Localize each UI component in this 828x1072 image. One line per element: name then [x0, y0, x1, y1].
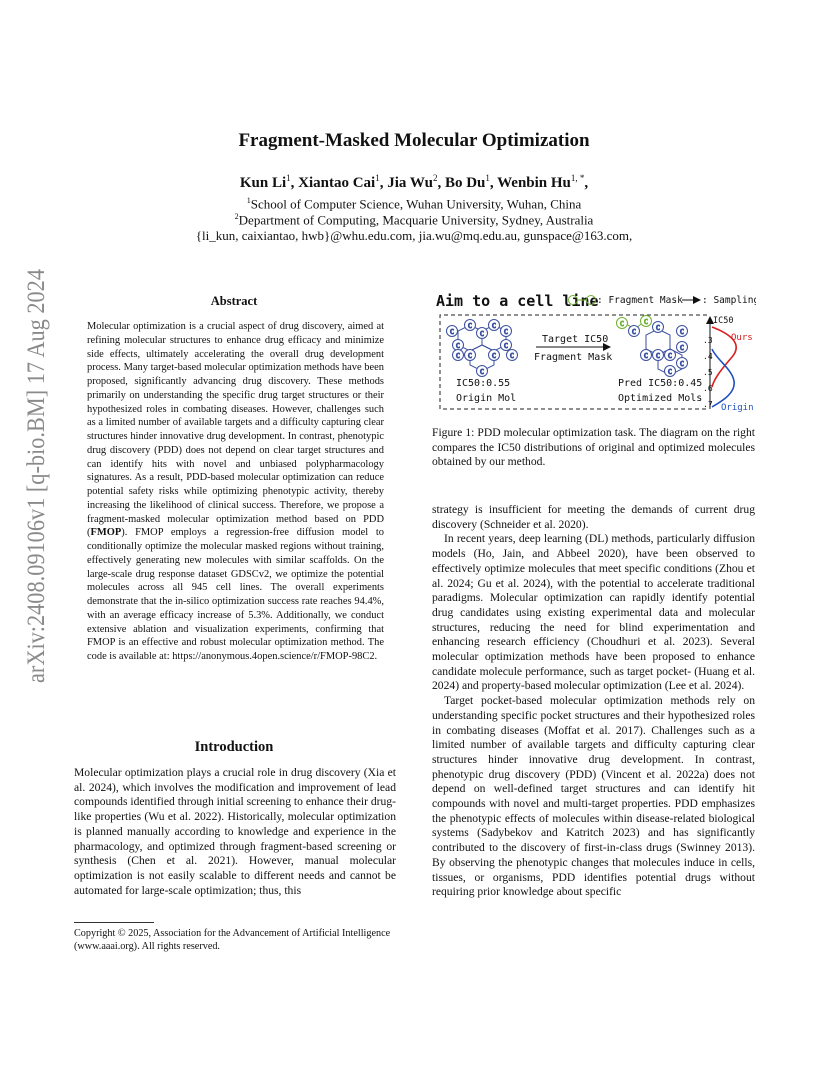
figure-1	[432, 287, 756, 412]
paragraph: strategy is insufficient for meeting the demands of current drug discovery (Schneider et al. 2020).	[432, 503, 755, 531]
author-name: Xiantao Cai	[298, 175, 376, 191]
atom-label: C	[679, 344, 685, 352]
atom-label: C	[491, 352, 497, 360]
paragraph: In recent years, deep learning (DL) methods, particularly diffusion models (Ho, Jain, and Abbeel 2020), have been observed to effectively optimize molecules that meet specific conditions (Zhou et al. 2024; Gu et al. 2024), with the potential to accelerate traditional paradigms. Molecular optimization can rapidly identify potential drug candidates using existing experimental data and molecular structures, reducing the need for blind experimentation and enhancing research efficiency (Choudhuri et al. 2023). Several molecular optimization methods have been proposed to enhance candidate molecule performance, such as target pocket- (Huang et al. 2024) and property-based molecular optimization (Lee et al. 2024).	[432, 532, 755, 693]
footnote-rule	[74, 922, 154, 923]
atom-label: C	[503, 328, 509, 336]
atom-label: C	[631, 328, 637, 336]
ours-label: Ours	[731, 333, 753, 343]
atom-label: C	[479, 330, 485, 338]
atom-label: C	[655, 324, 661, 332]
atom-label: C	[455, 352, 461, 360]
copyright-footnote: Copyright © 2025, Association for the Advancement of Artificial Intelligence (www.aaai.org). All rights reserved.	[74, 928, 391, 952]
author-name: Jia Wu	[387, 175, 433, 191]
axis-title: IC50	[713, 316, 734, 326]
author-list: Kun Li$^1$, Xiantao Cai$^1$, Jia Wu$^2$, Bo Du$^1$, Wenbin $Hu^{1, *}$,	[239, 173, 589, 191]
tick-label: .5	[703, 368, 713, 377]
figure-title: Aim to a cell line	[436, 292, 599, 310]
atom-label: C	[667, 368, 673, 376]
sampling-legend	[682, 295, 756, 306]
paragraph: Molecular optimization plays a crucial role in drug discovery (Xia et al. 2024), which involves the modification and improvement of lead compounds identified through initial screening to enhance their drug-like properties (Wu et al. 2022). Historically, molecular optimization is planned manually according to knowledge and experience in the pharmacology, and optimized through fragment-based screening or synthesis (Chen et al. 2021). However, manual molecular optimization is not easily scalable to different needs and cannot be automated for large-scale optimization; thus, this	[74, 766, 396, 897]
paper-title: Fragment-Masked Molecular Optimization	[238, 130, 590, 151]
origin-label: Origin Mol	[456, 393, 517, 404]
paragraph: Target pocket-based molecular optimization methods rely on understanding specific pocket structures and their hypothesized roles in combating diseases (Moffat et al. 2017). Challenges such as a limited number of available targets and difficulty capturing clear structures hinder innovative drug development. In contrast, phenotypic drug discovery (PDD) (Vincent et al. 2022a) does not depend on well-defined target structures and can identify hit compounds with novel and multi-target properties. PDD emphasizes the phenotypic effects of molecules within disease-related biological systems (Sadybekov and Katritch 2023) and has significantly contributed to the discovery of first-in-class drugs (Swinney 2013). By observing the phenotypic changes that molecules induce in cells, tissues, or organisms, PDD identifies potential drugs without requiring prior knowledge about specific	[432, 694, 755, 899]
atom-label: C	[655, 352, 661, 360]
affiliation-2: $^2$Department of Computing, Macquarie University, Sydney, Australia	[234, 212, 594, 228]
author-name: Wenbin Hu	[497, 175, 571, 191]
atom-label: C	[619, 320, 625, 328]
figure-caption: Figure 1: PDD molecular optimization task. The diagram on the right compares the IC50 distributions of original and optimized molecules obtained by our method.	[432, 426, 755, 469]
arxiv-id: arXiv:2408.09106v1 [q-bio.BM] 17 Aug 2024	[21, 265, 50, 683]
atom-label: C	[467, 352, 473, 360]
optimized-molecule	[617, 316, 688, 377]
atom-label: C	[467, 322, 473, 330]
origin-ic50: IC50:0.55	[456, 378, 511, 389]
author-emails: {li_kun, caixiantao, hwb}@whu.edu.com, jia.wu@mq.edu.au, gunspace@163.com,	[195, 228, 633, 243]
atom-label: C	[679, 360, 685, 368]
right-column-body	[432, 503, 755, 900]
legend-mask-label: : Fragment Mask	[597, 295, 683, 306]
atom-label: C	[679, 328, 685, 336]
author-name: Kun Li	[239, 175, 287, 191]
arrow-top-label: Target IC50	[542, 334, 609, 345]
atom-label: C	[643, 352, 649, 360]
atom-label: C	[491, 322, 497, 330]
atom-label: C	[503, 342, 509, 350]
tick-label: .7	[703, 400, 713, 409]
introduction-body	[74, 766, 396, 898]
arrow-bottom-label: Fragment Mask	[534, 352, 613, 363]
origin-curve-label: Origin	[721, 403, 754, 412]
abstract-body: Molecular optimization is a crucial aspect of drug discovery, aimed at refining molecular structures to enhance drug efficacy and minimize side effects, ultimately accelerating the overall drug development process. Many target-based molecular optimization methods have been proposed, significantly advancing drug discovery. These methods primarily on understanding the specific drug target structures or their hypothesized roles in combating diseases. However, challenges such as a limited number of available targets and a difficulty capturing clear structures hinder innovative drug development. In contrast, phenotypic drug discovery (PDD) does not depend on clear target structures and can identify hits with novel and unbiased polypharmacology signatures. As a result, PDD-based molecular optimization can reduce potential safety risks while optimizing phenotypic activity, thereby increasing the likelihood of clinical success. Therefore, we propose a fragment-masked molecular optimization method based on PDD (FMOP). FMOP employs a regression-free diffusion model to conditionally optimize the molecular masked regions without training, effectively generating new molecules with similar scaffolds. On the large-scale drug response dataset GDSCv2, we optimize the potential molecules across all 945 cell lines. The overall experiments demonstrate that the in-silico optimization success rate reaches 94.4%, with an average efficacy increase of 5.3%. Additionally, we conduct extensive ablation and visualization experiments, confirming that FMOP is an effective and robust molecular optimization method. The code is available at: https://anonymous.4open.science/r/FMOP-98C2.	[87, 321, 384, 662]
atom-label: C	[479, 368, 485, 376]
atom-label: C	[667, 352, 673, 360]
tick-label: .6	[703, 384, 713, 393]
affiliation-1: $^1$School of Computer Science, Wuhan University, Wuhan, China	[246, 196, 582, 212]
tick-label: .4	[703, 352, 713, 361]
pred-ic50: Pred IC50:0.45	[618, 378, 703, 389]
legend-sampling-label: : Sampling	[702, 295, 756, 306]
atom-label: C	[509, 352, 515, 360]
atom-label: C	[455, 342, 461, 350]
optimized-label: Optimized Mols	[618, 393, 703, 404]
atom-label: C	[449, 328, 455, 336]
author-name: Bo Du	[444, 175, 486, 191]
atom-label: C	[643, 318, 649, 326]
origin-molecule	[447, 320, 518, 377]
arxiv-stamp	[18, 265, 52, 685]
abstract-heading: Abstract	[210, 294, 258, 308]
tick-label: .3	[703, 336, 713, 345]
introduction-heading: Introduction	[194, 739, 274, 755]
